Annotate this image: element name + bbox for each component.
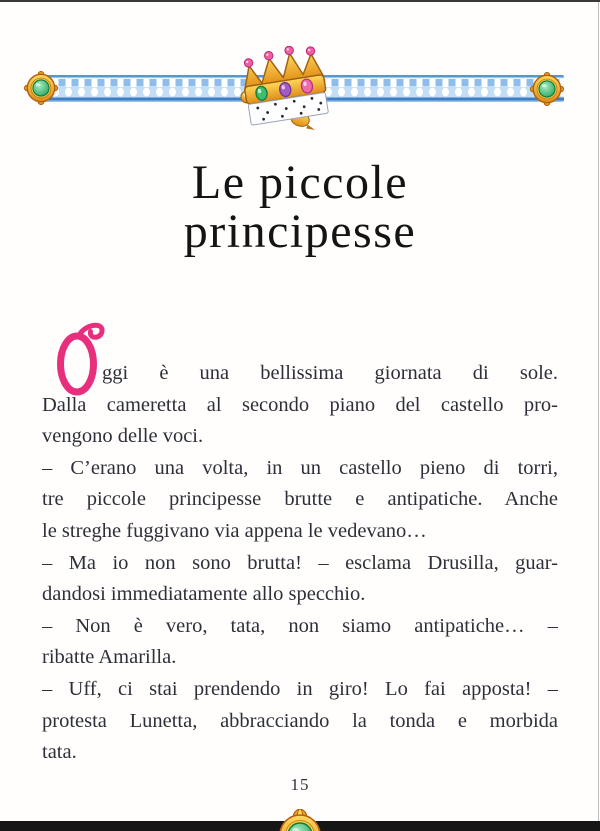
text-line: – Uff, ci stai prendendo in giro! Lo fai apposta! –	[42, 677, 558, 700]
text-line: ggi è una bellissima giornata di sole.	[102, 362, 558, 384]
page-number: 15	[290, 775, 310, 794]
crown-and-scepter-icon	[233, 46, 355, 138]
left-medallion-icon	[24, 71, 58, 105]
page-top-edge	[0, 0, 600, 2]
chapter-title-line1: Le piccole	[191, 156, 409, 209]
page-right-edge	[598, 2, 599, 828]
text-line: le streghe fuggivano via appena le vedevano…	[42, 519, 427, 542]
text-line: – Non è vero, tata, non siamo antipatiche… –	[42, 614, 558, 637]
text-line: – Ma io non sono brutta! – esclama Drusilla, guar-	[42, 551, 558, 574]
text-line: vengono delle voci.	[42, 425, 204, 448]
text-line: ribatte Amarilla.	[42, 646, 177, 669]
right-medallion-icon	[530, 72, 564, 106]
body-text	[42, 358, 558, 769]
text-line: protesta Lunetta, abbracciando la tonda e morbida	[42, 709, 558, 732]
chapter-title	[0, 158, 600, 256]
text-line: tata.	[42, 741, 77, 764]
text-line: dandosi immediatamente allo specchio.	[42, 583, 366, 606]
chapter-title-line2: principesse	[183, 205, 417, 258]
bottom-medallion-icon	[276, 809, 324, 831]
text-line: Dalla cameretta al secondo piano del castello pro-	[42, 393, 558, 416]
text-line: tre piccole principesse brutte e antipatiche. Anche	[42, 488, 558, 511]
text-line: – C’erano una volta, in un castello pieno di torri,	[42, 456, 558, 479]
